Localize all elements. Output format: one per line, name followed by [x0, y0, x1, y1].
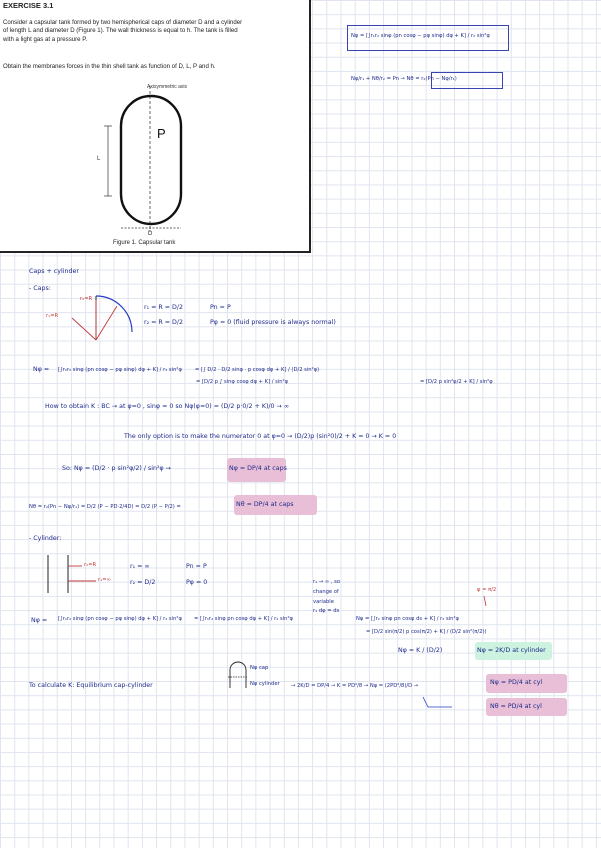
- caps-nphi-step2: = [∫ D/2 · D/2 sinφ · p cosφ dφ + K] / (D/2 sin²φ): [195, 367, 320, 373]
- cyl-nphi-k: Nφ = K / (D/2): [398, 647, 443, 654]
- caps-pphi: Pφ = 0 (fluid pressure is always normal): [210, 319, 336, 326]
- figure-caption: Figure 1. Capsular tank: [113, 240, 176, 246]
- cyl-nphi-lhs: Nφ =: [31, 617, 48, 624]
- statement-line: with a light gas at a pressure P.: [3, 35, 88, 43]
- axis-label: Axisymmetric axis: [147, 84, 188, 90]
- cyl-label-r2: r₂=R: [84, 562, 97, 568]
- pressure-label: P: [157, 126, 166, 141]
- caps-ntheta-derivation: Nθ = r₂(Pn − Nφ/r₁) = D/2 (P − PD·2/4D) = D/2 (P − P/2) =: [29, 504, 181, 510]
- cap-label-r2: r₂=R: [80, 296, 93, 302]
- cyl-nphi-result: Nφ = 2K/D at cylinder: [477, 647, 546, 654]
- equilibrium-equation: Nφ/r₁ + Nθ/r₂ = Pn → Nθ = r₂(Pn − Nφ/r₁): [351, 76, 457, 82]
- statement-line: of length L and diameter D (Figure 1). The wall thickness is equal to h. The tank is filled: [3, 27, 238, 35]
- cyl-nphi-step2: = [∫r₁r₂ sinφ pn cosφ dφ + K] / r₂ sin²φ: [194, 616, 293, 622]
- problem-task: Obtain the membranes forces in the thin shell tank as function of D, L, P and h.: [3, 63, 216, 70]
- caps-nphi-step4: = [D/2 p sin²φ/2 + K] / sin²φ: [420, 379, 493, 385]
- problem-statement-panel: [0, 0, 311, 253]
- cyl-pphi: Pφ = 0: [186, 579, 208, 586]
- cyl-note-line: r₁ → ∞ , so: [313, 579, 341, 585]
- cap-label-r1: r₁=R: [46, 313, 59, 319]
- how-to-obtain-k: How to obtain K : BC → at φ=0 , sinφ = 0 so Nφ(φ=0) = (D/2 p·0/2 + K)/0 → ∞: [45, 403, 290, 410]
- caps-pn: Pn = P: [210, 304, 231, 311]
- caps-r2: r₂ = R = D/2: [144, 319, 184, 326]
- calculate-k-heading: To calculate K: Equilibrium cap-cylinder: [29, 682, 153, 689]
- cyl-nphi-step1: [∫r₁r₂ sinφ (pn cosφ − pφ sinφ) dφ + K] / r₂ sin²φ: [58, 616, 182, 622]
- k-derivation-chain: → 2K/D = DP/4 → K = PD²/8 → Nφ = (2PD²/8)/D →: [291, 683, 419, 689]
- general-nphi-formula: Nφ = [∫r₁r₂ sinφ (pn cosφ − pφ sinφ) dφ + K] / r₂ sin²φ: [351, 33, 490, 39]
- caps-so-equation: So: Nφ = (D/2 · p sin²φ/2) / sin²φ →: [62, 465, 171, 472]
- cyl-nphi-step3: Nφ = [∫r₂ sinφ pn cosφ ds + K] / r₂ sin²φ: [356, 616, 459, 622]
- eq-cap-label: Nφ cap: [250, 665, 269, 671]
- final-nphi-cylinder: Nφ = PD/4 at cyl: [490, 679, 543, 686]
- cyl-note-line: r₁ dφ = ds: [313, 608, 340, 614]
- exercise-title: EXERCISE 3.1: [3, 1, 54, 10]
- only-option-note: The only option is to make the numerator 0 at φ=0 → (D/2)p (sin²0)/2 + K = 0 → K = 0: [124, 433, 397, 440]
- statement-line: Consider a capsular tank formed by two hemispherical caps of diameter D and a cylinder: [3, 19, 243, 26]
- cyl-phi-annotation: φ = π/2: [477, 587, 497, 593]
- caps-r1: r₁ = R = D/2: [144, 304, 184, 311]
- capsular-tank-figure: [0, 0, 311, 253]
- caps-nphi-result: Nφ = DP/4 at caps: [229, 465, 287, 472]
- caps-nphi-step1: [∫r₁r₂ sinφ (pn cosφ − pφ sinφ) dφ + K] / r₂ sin²φ: [58, 367, 182, 373]
- cyl-nphi-step4: = [D/2 sin(π/2) p cos(π/2) + K] / (D/2 sin²(π/2)): [366, 629, 487, 635]
- capsule-outline: [121, 96, 181, 224]
- cyl-note-line: change of: [313, 589, 339, 595]
- eq-cylinder-label: Nφ cylinder: [250, 681, 280, 687]
- caps-nphi-step3: = [D/2 p ∫ sinφ cosφ dφ + K] / sin²φ: [196, 379, 289, 385]
- final-ntheta-cylinder: Nθ = PD/4 at cyl: [490, 703, 542, 710]
- diameter-label: D: [148, 231, 153, 237]
- length-label: L: [97, 156, 101, 162]
- cyl-r1: r₁ = ∞: [130, 563, 150, 570]
- section-heading-caps-cylinder: Caps + cylinder: [29, 268, 79, 275]
- subsection-cylinder: - Cylinder:: [29, 535, 62, 542]
- cyl-note-line: variable: [313, 599, 334, 605]
- cyl-label-r1: r₁=∞: [98, 577, 111, 583]
- subsection-caps: - Caps:: [29, 285, 51, 292]
- cyl-pn: Pn = P: [186, 563, 207, 570]
- caps-ntheta-result: Nθ = DP/4 at caps: [236, 501, 294, 508]
- cyl-r2: r₂ = D/2: [130, 579, 156, 586]
- caps-nphi-lhs: Nφ =: [33, 366, 50, 373]
